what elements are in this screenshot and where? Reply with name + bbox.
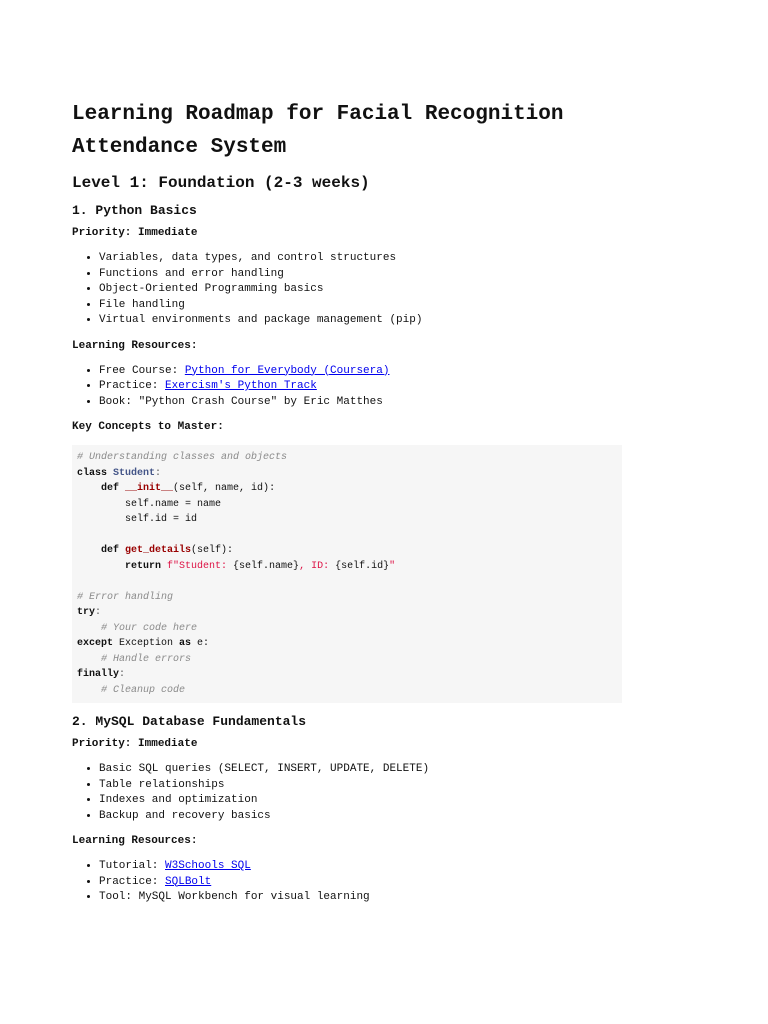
mysql-resources-list <box>72 859 632 906</box>
list-item: • File handling <box>99 298 632 314</box>
list-item: • Tutorial: W3Schools SQL <box>99 859 632 875</box>
python-resources-list <box>72 364 632 411</box>
python-priority: Priority: Immediate <box>72 227 198 239</box>
list-item: • Backup and recovery basics <box>99 809 632 825</box>
mysql-resources-label: Learning Resources: <box>72 835 198 847</box>
level-1-heading: Level 1: Foundation (2-3 weeks) <box>72 174 370 192</box>
list-item: • Table relationships <box>99 778 632 794</box>
python-resources-label: Learning Resources: <box>72 339 198 352</box>
list-item: • Practice: SQLBolt <box>99 875 632 891</box>
document-page <box>72 98 632 916</box>
w3schools-sql-link[interactable]: W3Schools SQL <box>165 860 251 872</box>
mysql-priority: Priority: Immediate <box>72 738 198 750</box>
list-item: • Practice: Exercism's Python Track <box>99 379 632 395</box>
list-item: • Virtual environments and package management (pip) <box>99 313 632 329</box>
key-concepts-label: Key Concepts to Master: <box>72 421 224 433</box>
list-item: • Basic SQL queries (SELECT, INSERT, UPDATE, DELETE) <box>99 762 632 778</box>
mysql-topics-list <box>72 762 632 824</box>
list-item: • Indexes and optimization <box>99 793 632 809</box>
list-item: • Functions and error handling <box>99 267 632 283</box>
list-item: • Book: "Python Crash Course" by Eric Matthes <box>99 395 632 411</box>
list-item: • Free Course: Python for Everybody (Coursera) <box>99 364 632 380</box>
list-item: • Variables, data types, and control structures <box>99 251 632 267</box>
page-title: Learning Roadmap for Facial Recognition Attendance System <box>72 103 564 159</box>
exercism-python-link[interactable]: Exercism's Python Track <box>165 380 317 392</box>
mysql-heading: 2. MySQL Database Fundamentals <box>72 714 307 729</box>
sqlbolt-link[interactable]: SQLBolt <box>165 875 212 888</box>
python-topics-list <box>72 251 632 329</box>
python-basics-heading: 1. Python Basics <box>72 203 197 218</box>
python-for-everybody-link[interactable]: Python for Everybody (Coursera) <box>184 364 390 377</box>
code-block: # Understanding classes and objects class Student: def __init__(self, name, id): self.name = name self.id = id def get_details(self): return f"Student: {self.name}, ID: {self.id}" # Error handling try: # Your code here except Exception as e: # Handle errors finally: # Cleanup code <box>72 445 622 703</box>
list-item: • Tool: MySQL Workbench for visual learning <box>99 890 632 906</box>
list-item: • Object-Oriented Programming basics <box>99 282 632 298</box>
